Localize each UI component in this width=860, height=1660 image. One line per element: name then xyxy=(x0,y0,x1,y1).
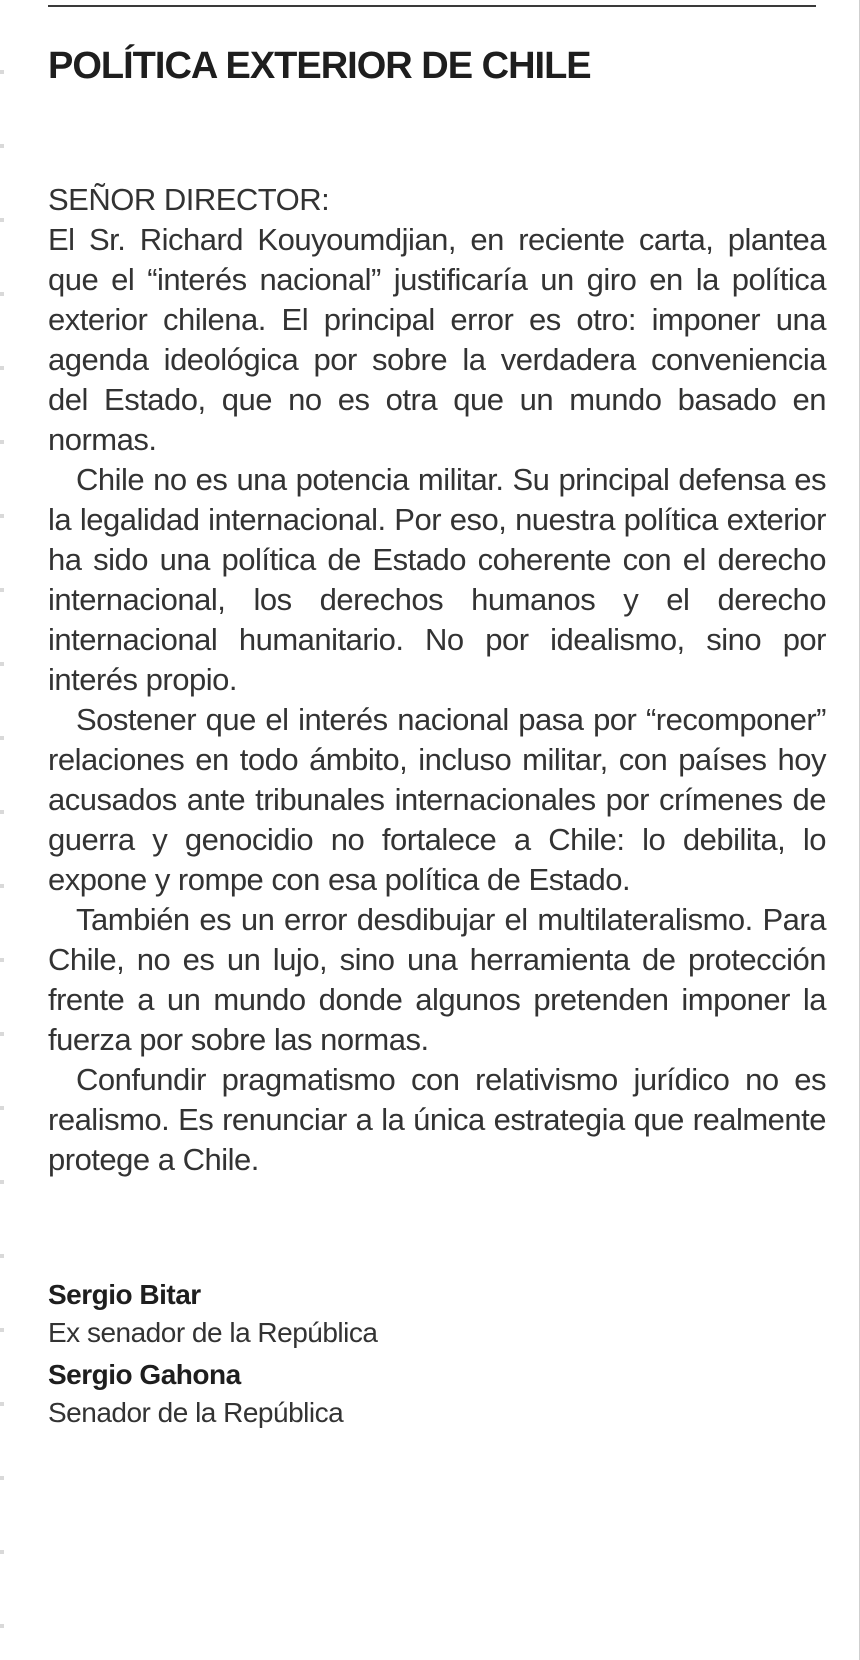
left-column-edge xyxy=(0,0,4,1660)
top-rule xyxy=(48,5,816,7)
signatory-title-2: Senador de la República xyxy=(48,1397,344,1428)
signatory-name-1: Sergio Bitar xyxy=(48,1279,201,1310)
salutation: SEÑOR DIRECTOR: xyxy=(48,182,330,217)
signatory-name-2: Sergio Gahona xyxy=(48,1359,241,1390)
signatures xyxy=(48,1276,826,1432)
letter-article xyxy=(48,36,826,1436)
paragraph-4: También es un error desdibujar el multilateralismo. Para Chile, no es un lujo, sino una herramienta de protección frente a un mundo donde algunos pretenden imponer la fuerza por sobre las normas. xyxy=(48,902,826,1057)
paragraph-1: El Sr. Richard Kouyoumdjian, en reciente carta, plantea que el “interés nacional” justificaría un giro en la política exterior chilena. El principal error es otro: imponer una agenda ideológica por sobre la verdadera conveniencia del Estado, que no es otra que un mundo basado en normas. xyxy=(48,222,826,457)
paragraph-3: Sostener que el interés nacional pasa por “recomponer” relaciones en todo ámbito, incluso militar, con países hoy acusados ante tribunales internacionales por crímenes de guerra y genocidio no fortalece a Chile: lo debilita, lo expone y rompe con esa política de Estado. xyxy=(48,702,826,897)
paragraph-2: Chile no es una potencia militar. Su principal defensa es la legalidad internacional. Por eso, nuestra política exterior ha sido una política de Estado coherente con el derecho internacional, los derechos humanos y el derecho internacional humanitario. No por idealismo, sino por interés propio. xyxy=(48,462,826,697)
paragraph-5: Confundir pragmatismo con relativismo jurídico no es realismo. Es renunciar a la única estrategia que realmente protege a Chile. xyxy=(48,1062,826,1177)
signatory-title-1: Ex senador de la República xyxy=(48,1317,378,1348)
headline: POLÍTICA EXTERIOR DE CHILE xyxy=(48,45,591,87)
